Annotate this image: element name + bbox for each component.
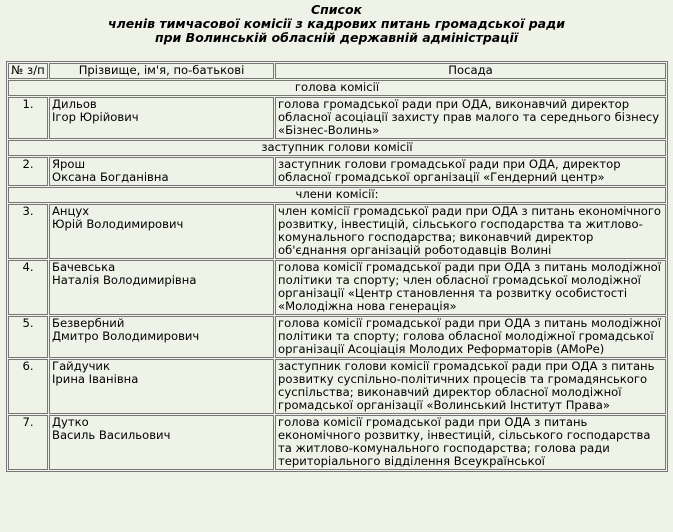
section-row	[8, 187, 666, 203]
member-position: заступник голови комісії громадської ради при ОДА з питань розвитку суспільно-політичних процесів та громадянського суспільства; виконавчий директор обласної молодіжної громадської організації «Волинський Інститут Права»	[275, 359, 666, 414]
member-surname: Бачевська	[52, 260, 116, 274]
member-position: голова комісії громадської ради при ОДА з питань економічного розвитку, інвестицій, сільського господарства та житлово-комунального господарства; голова ради територіального відділення Всеукраїнської	[275, 415, 666, 470]
header-num: № з/п	[8, 63, 48, 79]
member-name	[49, 415, 274, 470]
member-surname: Гайдучик	[52, 359, 110, 373]
table-header-row	[8, 63, 666, 79]
member-surname: Дильов	[52, 97, 97, 111]
member-row	[8, 97, 666, 139]
member-name	[49, 204, 274, 259]
section-label: члени комісії:	[8, 187, 666, 203]
member-position: голова громадської ради при ОДА, виконавчий директор обласної асоціації захисту прав малого та середнього бізнесу «Бізнес-Волинь»	[275, 97, 666, 139]
member-name	[49, 316, 274, 358]
member-given-names: Дмитро Володимирович	[52, 329, 200, 343]
member-given-names: Оксана Богданівна	[52, 170, 169, 184]
member-name	[49, 157, 274, 186]
member-position: член комісії громадської ради при ОДА з питань економічного розвитку, інвестицій, сільського господарства та житлово-комунального господарства; виконавчий директор об'єднання організацій роботодавців Волині	[275, 204, 666, 259]
member-surname: Ярош	[52, 157, 86, 171]
member-position: заступник голови громадської ради при ОДА, директор обласної громадської організації «Гендерний центр»	[275, 157, 666, 186]
member-given-names: Ігор Юрійович	[52, 110, 139, 124]
section-row	[8, 80, 666, 96]
document-heading	[0, 0, 673, 45]
row-number: 4.	[8, 260, 48, 315]
heading-line-1: Список	[310, 2, 363, 17]
member-name	[49, 359, 274, 414]
row-number: 6.	[8, 359, 48, 414]
section-label: заступник голови комісії	[8, 140, 666, 156]
member-given-names: Ірина Іванівна	[52, 372, 139, 386]
member-name	[49, 260, 274, 315]
heading-line-2: членів тимчасової комісії з кадрових питань громадської ради	[108, 16, 565, 31]
row-number: 5.	[8, 316, 48, 358]
member-given-names: Юрій Володимирович	[52, 217, 184, 231]
member-row	[8, 157, 666, 186]
member-surname: Безвербний	[52, 316, 125, 330]
header-name: Прізвище, ім'я, по-батькові	[49, 63, 274, 79]
row-number: 3.	[8, 204, 48, 259]
member-surname: Анцух	[52, 204, 90, 218]
member-row	[8, 415, 666, 470]
section-label: голова комісії	[8, 80, 666, 96]
member-position: голова комісії громадської ради при ОДА з питань молодіжної політики та спорту; голова обласної молодіжної громадської організації Асоціація Молодих Реформаторів (АМоРе)	[275, 316, 666, 358]
member-position: голова комісії громадської ради при ОДА з питань молодіжної політики та спорту; член обласної громадської молодіжної організації «Центр становлення та розвитку особистості «Молодіжна нова генерація»	[275, 260, 666, 315]
heading-line-3: при Волинській обласній державній адміністрації	[154, 30, 519, 45]
header-position: Посада	[275, 63, 666, 79]
member-row	[8, 204, 666, 259]
member-row	[8, 260, 666, 315]
members-table	[6, 61, 668, 472]
members-table-body	[8, 63, 666, 470]
member-row	[8, 316, 666, 358]
member-given-names: Василь Васильович	[52, 428, 171, 442]
row-number: 1.	[8, 97, 48, 139]
member-row	[8, 359, 666, 414]
member-surname: Дутко	[52, 415, 89, 429]
row-number: 7.	[8, 415, 48, 470]
member-given-names: Наталія Володимирівна	[52, 273, 197, 287]
row-number: 2.	[8, 157, 48, 186]
section-row	[8, 140, 666, 156]
member-name	[49, 97, 274, 139]
